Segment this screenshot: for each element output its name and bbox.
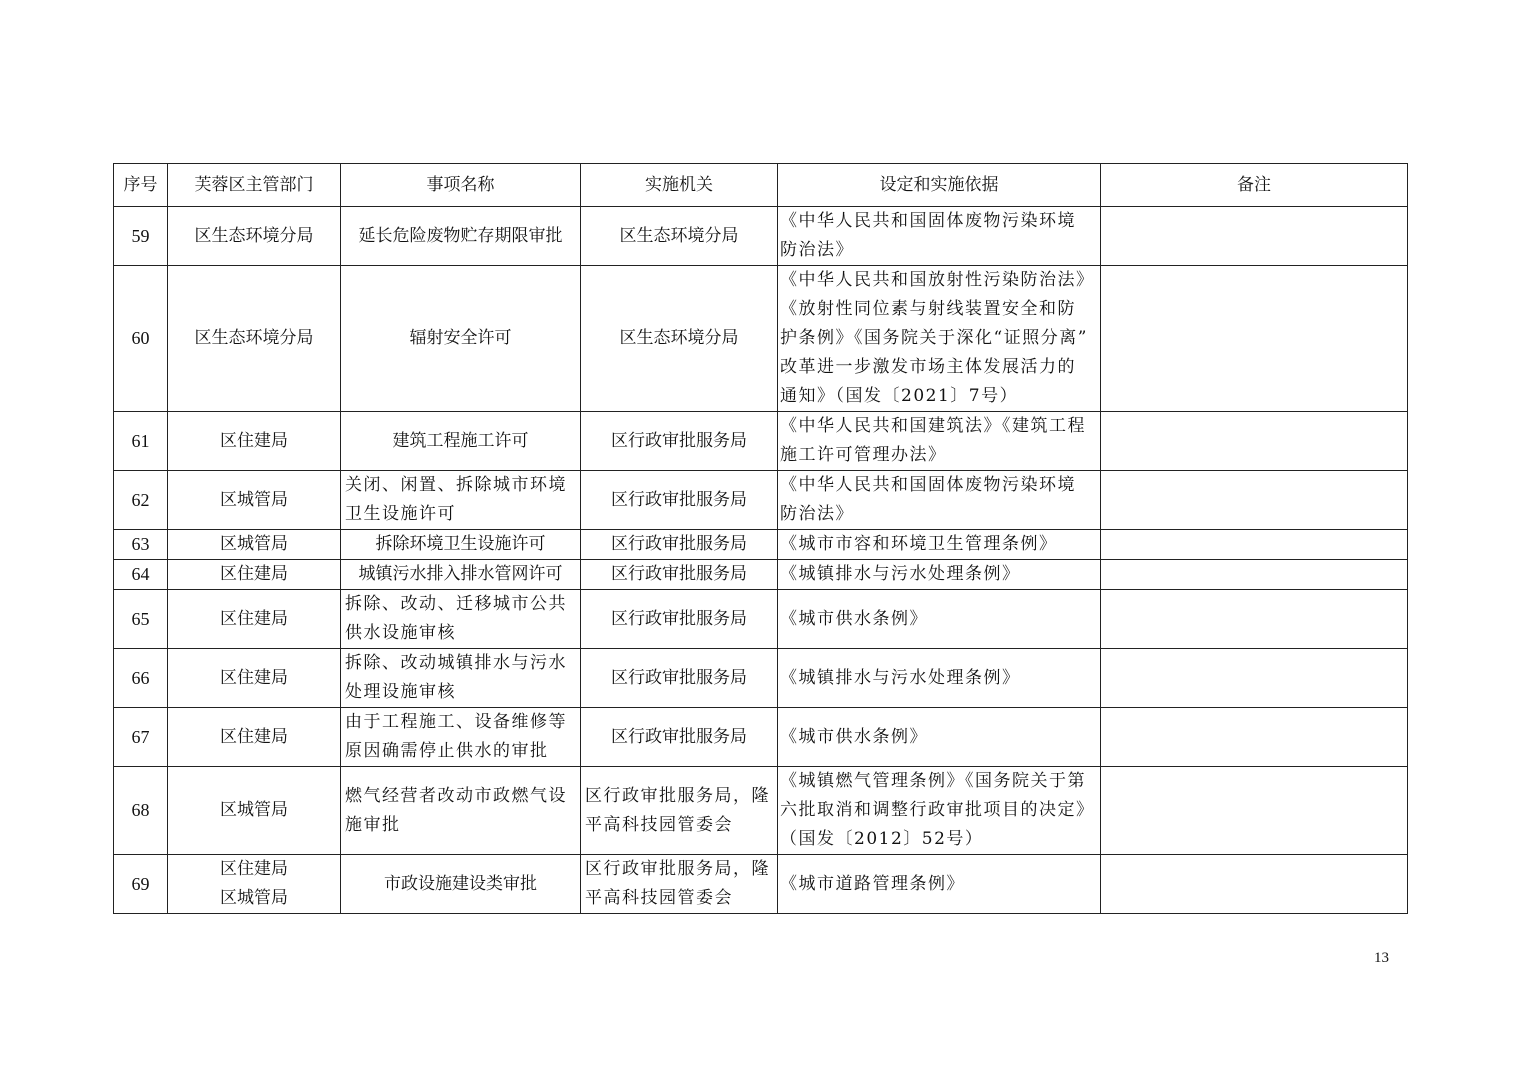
item-name-cell-line: 拆除、改动、迁移城市公共 — [345, 594, 567, 614]
item-name-cell-line: 关闭、闲置、拆除城市环境 — [345, 475, 567, 495]
item-name-cell — [341, 708, 581, 767]
agency-cell — [581, 855, 778, 914]
legal-basis-cell — [778, 412, 1101, 471]
table-row — [114, 471, 1408, 530]
item-name-cell — [341, 412, 581, 471]
item-name-cell-line: 市政设施建设类审批 — [384, 873, 537, 894]
legal-basis-cell-line: 《放射性同位素与射线装置安全和防 — [780, 299, 1076, 319]
header-remarks: 备注 — [1101, 164, 1408, 207]
agency-cell-line: 区行政审批服务局，隆 — [585, 785, 770, 806]
table-row — [114, 767, 1408, 855]
remarks-cell — [1101, 266, 1408, 412]
agency-cell — [581, 266, 778, 412]
legal-basis-cell — [778, 530, 1101, 560]
department-cell-line: 区城管局 — [220, 888, 288, 908]
table-row — [114, 412, 1408, 471]
agency-cell-line: 区行政审批服务局 — [611, 564, 747, 584]
agency-cell-line: 区行政审批服务局 — [611, 430, 747, 451]
approval-items-table — [113, 163, 1408, 914]
department-cell — [168, 767, 341, 855]
serial-number-cell: 60 — [114, 266, 168, 412]
remarks-cell — [1101, 708, 1408, 767]
table-body — [114, 207, 1408, 914]
agency-cell-line: 区行政审批服务局，隆 — [585, 859, 770, 879]
item-name-cell — [341, 266, 581, 412]
legal-basis-cell — [778, 471, 1101, 530]
serial-number-cell: 67 — [114, 708, 168, 767]
item-name-cell — [341, 471, 581, 530]
department-cell-line: 区住建局 — [220, 667, 288, 688]
remarks-cell — [1101, 412, 1408, 471]
serial-number-cell: 65 — [114, 590, 168, 649]
agency-cell-line: 区生态环境分局 — [619, 225, 739, 246]
remarks-cell — [1101, 590, 1408, 649]
agency-cell-line: 区行政审批服务局 — [611, 534, 747, 554]
agency-cell — [581, 530, 778, 560]
item-name-cell — [341, 560, 581, 590]
item-name-cell-line: 城镇污水排入排水管网许可 — [358, 564, 563, 584]
department-cell-line: 区住建局 — [220, 608, 288, 629]
legal-basis-cell-line: 《城市供水条例》 — [780, 608, 928, 629]
department-cell — [168, 649, 341, 708]
legal-basis-cell-line: 六批取消和调整行政审批项目的决定》 — [780, 800, 1095, 820]
item-name-cell — [341, 590, 581, 649]
agency-cell-line: 区生态环境分局 — [619, 328, 739, 348]
legal-basis-cell-line: （国发〔2012〕52号） — [780, 829, 984, 849]
table-header — [114, 164, 1408, 207]
legal-basis-cell-line: 防治法》 — [780, 240, 854, 260]
remarks-cell — [1101, 560, 1408, 590]
department-cell-line: 区城管局 — [220, 800, 288, 820]
table-row — [114, 708, 1408, 767]
table-row — [114, 207, 1408, 266]
legal-basis-cell — [778, 767, 1101, 855]
item-name-cell — [341, 530, 581, 560]
header-serial-number: 序号 — [114, 164, 168, 207]
item-name-cell-line: 原因确需停止供水的审批 — [345, 741, 549, 761]
remarks-cell — [1101, 855, 1408, 914]
department-cell — [168, 412, 341, 471]
legal-basis-cell — [778, 708, 1101, 767]
agency-cell-line: 区行政审批服务局 — [611, 489, 747, 510]
table-row — [114, 855, 1408, 914]
agency-cell-line: 区行政审批服务局 — [611, 726, 747, 747]
department-cell — [168, 530, 341, 560]
agency-cell — [581, 649, 778, 708]
item-name-cell — [341, 855, 581, 914]
table-row — [114, 590, 1408, 649]
agency-cell-line: 区行政审批服务局 — [611, 608, 747, 629]
agency-cell — [581, 560, 778, 590]
item-name-cell-line: 建筑工程施工许可 — [392, 430, 529, 451]
serial-number-cell: 68 — [114, 767, 168, 855]
legal-basis-cell-line: 《城市道路管理条例》 — [780, 873, 965, 894]
department-cell-line: 区城管局 — [220, 489, 288, 510]
legal-basis-cell-line: 《城镇排水与污水处理条例》 — [780, 564, 1021, 584]
item-name-cell-line: 拆除、改动城镇排水与污水 — [345, 653, 567, 673]
item-name-cell-line: 由于工程施工、设备维修等 — [345, 712, 567, 732]
department-cell — [168, 708, 341, 767]
item-name-cell — [341, 207, 581, 266]
agency-cell — [581, 708, 778, 767]
serial-number-cell: 63 — [114, 530, 168, 560]
page-number: 13 — [1374, 950, 1389, 966]
legal-basis-cell-line: 护条例》《国务院关于深化“证照分离” — [780, 328, 1088, 348]
legal-basis-cell — [778, 560, 1101, 590]
header-row — [114, 164, 1408, 207]
department-cell — [168, 590, 341, 649]
department-cell-line: 区生态环境分局 — [194, 328, 314, 348]
remarks-cell — [1101, 530, 1408, 560]
legal-basis-cell — [778, 266, 1101, 412]
table-row — [114, 560, 1408, 590]
item-name-cell — [341, 767, 581, 855]
department-cell — [168, 560, 341, 590]
remarks-cell — [1101, 767, 1408, 855]
header-department: 芙蓉区主管部门 — [168, 164, 341, 207]
serial-number-cell: 61 — [114, 412, 168, 471]
agency-cell — [581, 767, 778, 855]
agency-cell-line: 平高科技园管委会 — [585, 888, 733, 908]
legal-basis-cell-line: 《中华人民共和国固体废物污染环境 — [780, 475, 1076, 495]
item-name-cell-line: 施审批 — [345, 814, 401, 835]
department-cell — [168, 266, 341, 412]
header-item-name: 事项名称 — [341, 164, 581, 207]
serial-number-cell: 66 — [114, 649, 168, 708]
legal-basis-cell-line: 防治法》 — [780, 504, 854, 524]
legal-basis-cell — [778, 590, 1101, 649]
serial-number-cell: 69 — [114, 855, 168, 914]
legal-basis-cell-line: 通知》（国发〔2021〕7号） — [780, 386, 1019, 406]
agency-cell-line: 平高科技园管委会 — [585, 814, 733, 835]
department-cell-line: 区住建局 — [220, 430, 288, 451]
department-cell-line: 区住建局 — [220, 564, 288, 584]
legal-basis-cell-line: 《中华人民共和国放射性污染防治法》 — [780, 270, 1095, 290]
header-legal-basis: 设定和实施依据 — [778, 164, 1101, 207]
department-cell — [168, 855, 341, 914]
item-name-cell — [341, 649, 581, 708]
department-cell — [168, 207, 341, 266]
agency-cell-line: 区行政审批服务局 — [611, 667, 747, 688]
legal-basis-cell-line: 《城市市容和环境卫生管理条例》 — [780, 534, 1058, 554]
legal-basis-cell-line: 《中华人民共和国建筑法》《建筑工程 — [780, 416, 1086, 436]
serial-number-cell: 59 — [114, 207, 168, 266]
header-implementing-agency: 实施机关 — [581, 164, 778, 207]
department-cell-line: 区住建局 — [220, 859, 288, 879]
legal-basis-cell-line: 《城镇燃气管理条例》《国务院关于第 — [780, 771, 1086, 791]
legal-basis-cell — [778, 649, 1101, 708]
department-cell-line: 区住建局 — [220, 726, 288, 747]
remarks-cell — [1101, 649, 1408, 708]
legal-basis-cell-line: 《城镇排水与污水处理条例》 — [780, 667, 1021, 688]
table-row — [114, 530, 1408, 560]
serial-number-cell: 64 — [114, 560, 168, 590]
serial-number-cell: 62 — [114, 471, 168, 530]
agency-cell — [581, 590, 778, 649]
agency-cell — [581, 471, 778, 530]
item-name-cell-line: 供水设施审核 — [345, 623, 456, 643]
item-name-cell-line: 延长危险废物贮存期限审批 — [358, 225, 563, 246]
remarks-cell — [1101, 207, 1408, 266]
department-cell — [168, 471, 341, 530]
item-name-cell-line: 辐射安全许可 — [409, 328, 512, 348]
legal-basis-cell-line: 《城市供水条例》 — [780, 726, 928, 747]
agency-cell — [581, 412, 778, 471]
table-row — [114, 266, 1408, 412]
legal-basis-cell-line: 《中华人民共和国固体废物污染环境 — [780, 211, 1076, 231]
table-row — [114, 649, 1408, 708]
legal-basis-cell-line: 改革进一步激发市场主体发展活力的 — [780, 357, 1076, 377]
item-name-cell-line: 卫生设施许可 — [345, 504, 456, 524]
item-name-cell-line: 燃气经营者改动市政燃气设 — [345, 785, 567, 806]
legal-basis-cell-line: 施工许可管理办法》 — [780, 445, 947, 465]
item-name-cell-line: 处理设施审核 — [345, 682, 456, 702]
department-cell-line: 区生态环境分局 — [194, 225, 314, 246]
remarks-cell — [1101, 471, 1408, 530]
item-name-cell-line: 拆除环境卫生设施许可 — [375, 534, 546, 554]
legal-basis-cell — [778, 207, 1101, 266]
legal-basis-cell — [778, 855, 1101, 914]
department-cell-line: 区城管局 — [220, 534, 288, 554]
agency-cell — [581, 207, 778, 266]
